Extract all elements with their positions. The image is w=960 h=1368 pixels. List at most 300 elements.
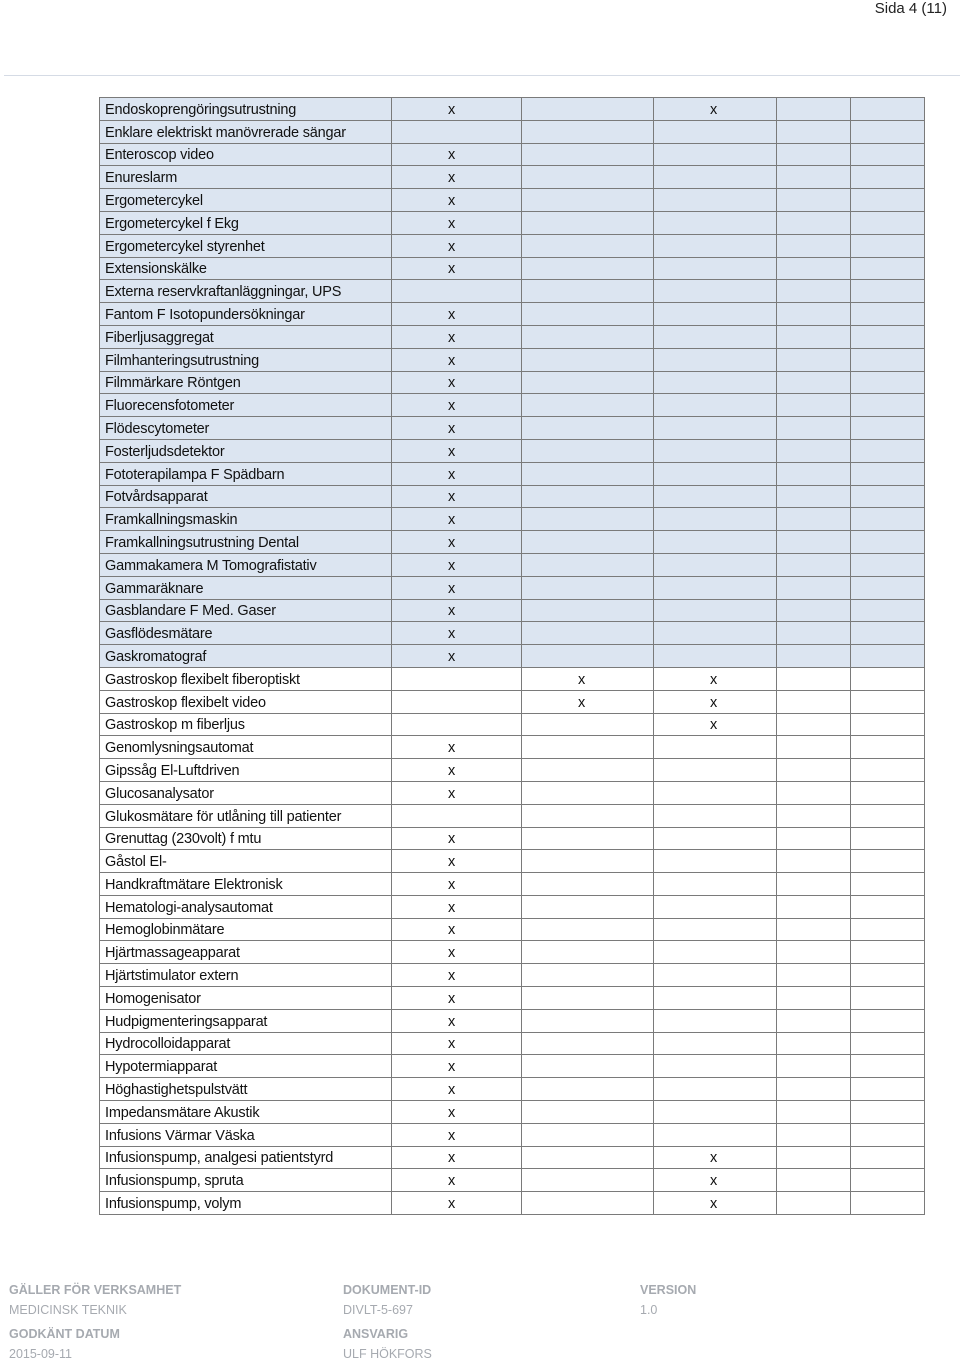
table-row	[100, 211, 925, 234]
equipment-name: Höghastighetspulstvätt	[100, 1078, 392, 1101]
mark-cell-4	[777, 1101, 851, 1124]
mark-cell-4	[777, 553, 851, 576]
mark-cell-2	[522, 759, 654, 782]
equipment-name: Filmmärkare Röntgen	[100, 371, 392, 394]
mark-cell-5	[851, 531, 925, 554]
mark-cell-4	[777, 918, 851, 941]
mark-cell-1: x	[392, 599, 522, 622]
mark-cell-4	[777, 895, 851, 918]
mark-cell-5	[851, 325, 925, 348]
mark-cell-3	[654, 645, 777, 668]
table-row	[100, 987, 925, 1010]
table-row	[100, 599, 925, 622]
mark-cell-1: x	[392, 553, 522, 576]
mark-cell-2	[522, 736, 654, 759]
table-row	[100, 736, 925, 759]
mark-cell-4	[777, 508, 851, 531]
mark-cell-3	[654, 508, 777, 531]
mark-cell-4	[777, 211, 851, 234]
mark-cell-3	[654, 211, 777, 234]
mark-cell-2	[522, 1055, 654, 1078]
mark-cell-5	[851, 1055, 925, 1078]
mark-cell-4	[777, 531, 851, 554]
mark-cell-4	[777, 325, 851, 348]
mark-cell-5	[851, 189, 925, 212]
mark-cell-4	[777, 1055, 851, 1078]
mark-cell-2	[522, 645, 654, 668]
equipment-name: Hjärtmassageapparat	[100, 941, 392, 964]
mark-cell-1: x	[392, 873, 522, 896]
mark-cell-2	[522, 1078, 654, 1101]
table-row	[100, 553, 925, 576]
mark-cell-3	[654, 553, 777, 576]
mark-cell-5	[851, 508, 925, 531]
equipment-name: Hjärtstimulator extern	[100, 964, 392, 987]
mark-cell-2	[522, 462, 654, 485]
mark-cell-2	[522, 895, 654, 918]
mark-cell-2	[522, 713, 654, 736]
equipment-name: Gasflödesmätare	[100, 622, 392, 645]
table-row	[100, 827, 925, 850]
equipment-name: Ergometercykel	[100, 189, 392, 212]
table-row	[100, 1146, 925, 1169]
mark-cell-3: x	[654, 690, 777, 713]
mark-cell-5	[851, 439, 925, 462]
mark-cell-2	[522, 98, 654, 121]
mark-cell-1: x	[392, 576, 522, 599]
equipment-name: Fosterljudsdetektor	[100, 439, 392, 462]
mark-cell-5	[851, 941, 925, 964]
mark-cell-1	[392, 120, 522, 143]
mark-cell-2	[522, 280, 654, 303]
mark-cell-4	[777, 439, 851, 462]
equipment-name: Enteroscop video	[100, 143, 392, 166]
mark-cell-3: x	[654, 98, 777, 121]
table-row	[100, 371, 925, 394]
mark-cell-2	[522, 987, 654, 1010]
mark-cell-1	[392, 690, 522, 713]
table-row	[100, 804, 925, 827]
mark-cell-1: x	[392, 1169, 522, 1192]
mark-cell-3	[654, 804, 777, 827]
mark-cell-3	[654, 257, 777, 280]
mark-cell-1: x	[392, 303, 522, 326]
equipment-name: Gastroskop flexibelt video	[100, 690, 392, 713]
table-row	[100, 485, 925, 508]
mark-cell-2	[522, 234, 654, 257]
mark-cell-5	[851, 781, 925, 804]
mark-cell-3	[654, 120, 777, 143]
mark-cell-2	[522, 827, 654, 850]
table-row	[100, 1078, 925, 1101]
mark-cell-4	[777, 257, 851, 280]
equipment-name: Infusionspump, volym	[100, 1192, 392, 1215]
footer-docid	[343, 1280, 432, 1368]
version-label: VERSION	[640, 1283, 697, 1297]
mark-cell-4	[777, 804, 851, 827]
equipment-name: Homogenisator	[100, 987, 392, 1010]
mark-cell-4	[777, 98, 851, 121]
applies-label: GÄLLER FÖR VERKSAMHET	[9, 1283, 182, 1297]
mark-cell-2	[522, 964, 654, 987]
mark-cell-2	[522, 918, 654, 941]
equipment-name: Fotvårdsapparat	[100, 485, 392, 508]
mark-cell-5	[851, 417, 925, 440]
mark-cell-1: x	[392, 325, 522, 348]
table-row	[100, 690, 925, 713]
mark-cell-4	[777, 1192, 851, 1215]
mark-cell-3	[654, 348, 777, 371]
mark-cell-4	[777, 645, 851, 668]
mark-cell-1: x	[392, 759, 522, 782]
applies-value: MEDICINSK TEKNIK	[9, 1303, 127, 1317]
mark-cell-2	[522, 1101, 654, 1124]
mark-cell-3	[654, 964, 777, 987]
mark-cell-5	[851, 462, 925, 485]
mark-cell-2	[522, 485, 654, 508]
equipment-name: Impedansmätare Akustik	[100, 1101, 392, 1124]
mark-cell-5	[851, 1009, 925, 1032]
mark-cell-4	[777, 143, 851, 166]
mark-cell-3	[654, 622, 777, 645]
docid-value: DIVLT-5-697	[343, 1303, 413, 1317]
mark-cell-5	[851, 576, 925, 599]
mark-cell-3	[654, 895, 777, 918]
equipment-name: Genomlysningsautomat	[100, 736, 392, 759]
mark-cell-3	[654, 280, 777, 303]
table-row	[100, 1009, 925, 1032]
mark-cell-5	[851, 485, 925, 508]
responsible-label: ANSVARIG	[343, 1327, 409, 1341]
mark-cell-4	[777, 1169, 851, 1192]
mark-cell-3: x	[654, 667, 777, 690]
mark-cell-4	[777, 713, 851, 736]
mark-cell-1: x	[392, 439, 522, 462]
mark-cell-1: x	[392, 394, 522, 417]
equipment-name: Fototerapilampa F Spädbarn	[100, 462, 392, 485]
equipment-name: Ergometercykel styrenhet	[100, 234, 392, 257]
mark-cell-3	[654, 873, 777, 896]
equipment-name: Hemoglobinmätare	[100, 918, 392, 941]
mark-cell-2	[522, 189, 654, 212]
mark-cell-3	[654, 439, 777, 462]
table-row	[100, 873, 925, 896]
mark-cell-2	[522, 576, 654, 599]
mark-cell-3	[654, 1032, 777, 1055]
mark-cell-4	[777, 690, 851, 713]
mark-cell-3	[654, 759, 777, 782]
mark-cell-1: x	[392, 508, 522, 531]
mark-cell-4	[777, 622, 851, 645]
mark-cell-2	[522, 211, 654, 234]
mark-cell-2	[522, 348, 654, 371]
equipment-name: Gåstol El-	[100, 850, 392, 873]
mark-cell-1: x	[392, 645, 522, 668]
equipment-name: Infusionspump, spruta	[100, 1169, 392, 1192]
mark-cell-1: x	[392, 348, 522, 371]
mark-cell-2	[522, 257, 654, 280]
mark-cell-2	[522, 303, 654, 326]
equipment-name: Hudpigmenteringsapparat	[100, 1009, 392, 1032]
header-divider	[4, 75, 960, 76]
mark-cell-5	[851, 371, 925, 394]
mark-cell-3	[654, 1123, 777, 1146]
mark-cell-5	[851, 713, 925, 736]
mark-cell-2: x	[522, 690, 654, 713]
mark-cell-4	[777, 303, 851, 326]
equipment-name: Infusions Värmar Väska	[100, 1123, 392, 1146]
table-row	[100, 941, 925, 964]
mark-cell-5	[851, 895, 925, 918]
mark-cell-4	[777, 417, 851, 440]
mark-cell-4	[777, 964, 851, 987]
mark-cell-3	[654, 1101, 777, 1124]
table-row	[100, 166, 925, 189]
mark-cell-5	[851, 1123, 925, 1146]
mark-cell-2	[522, 599, 654, 622]
mark-cell-2	[522, 120, 654, 143]
mark-cell-2	[522, 553, 654, 576]
equipment-name: Enklare elektriskt manövrerade sängar	[100, 120, 392, 143]
mark-cell-3: x	[654, 713, 777, 736]
equipment-name: Grenuttag (230volt) f mtu	[100, 827, 392, 850]
mark-cell-4	[777, 850, 851, 873]
mark-cell-5	[851, 1169, 925, 1192]
equipment-name: Glukosmätare för utlåning till patienter	[100, 804, 392, 827]
table-row	[100, 120, 925, 143]
equipment-table-body	[100, 98, 925, 1215]
mark-cell-2	[522, 850, 654, 873]
equipment-name: Extensionskälke	[100, 257, 392, 280]
version-value: 1.0	[640, 1303, 658, 1317]
mark-cell-1: x	[392, 531, 522, 554]
footer-version	[640, 1280, 696, 1324]
mark-cell-4	[777, 120, 851, 143]
mark-cell-3	[654, 371, 777, 394]
mark-cell-1: x	[392, 941, 522, 964]
mark-cell-3	[654, 143, 777, 166]
mark-cell-4	[777, 781, 851, 804]
table-row	[100, 667, 925, 690]
mark-cell-4	[777, 667, 851, 690]
mark-cell-1: x	[392, 234, 522, 257]
table-row	[100, 189, 925, 212]
table-row	[100, 759, 925, 782]
mark-cell-3	[654, 166, 777, 189]
mark-cell-1: x	[392, 850, 522, 873]
mark-cell-5	[851, 667, 925, 690]
equipment-name: Ergometercykel f Ekg	[100, 211, 392, 234]
mark-cell-4	[777, 576, 851, 599]
mark-cell-2	[522, 1146, 654, 1169]
responsible-value: ULF HÖKFORS	[343, 1347, 432, 1361]
mark-cell-2	[522, 622, 654, 645]
mark-cell-5	[851, 827, 925, 850]
equipment-name: Glucosanalysator	[100, 781, 392, 804]
table-row	[100, 303, 925, 326]
mark-cell-1: x	[392, 211, 522, 234]
table-row	[100, 918, 925, 941]
mark-cell-3	[654, 918, 777, 941]
table-row	[100, 143, 925, 166]
mark-cell-2	[522, 1192, 654, 1215]
mark-cell-1: x	[392, 98, 522, 121]
mark-cell-1: x	[392, 987, 522, 1010]
mark-cell-3	[654, 303, 777, 326]
mark-cell-1: x	[392, 485, 522, 508]
mark-cell-5	[851, 348, 925, 371]
table-row	[100, 394, 925, 417]
mark-cell-3	[654, 781, 777, 804]
equipment-name: Gammaräknare	[100, 576, 392, 599]
mark-cell-5	[851, 394, 925, 417]
mark-cell-5	[851, 303, 925, 326]
mark-cell-5	[851, 804, 925, 827]
mark-cell-3	[654, 462, 777, 485]
mark-cell-5	[851, 257, 925, 280]
mark-cell-3	[654, 485, 777, 508]
mark-cell-5	[851, 690, 925, 713]
mark-cell-1: x	[392, 622, 522, 645]
mark-cell-3	[654, 1078, 777, 1101]
mark-cell-2	[522, 1123, 654, 1146]
table-row	[100, 417, 925, 440]
table-row	[100, 348, 925, 371]
table-row	[100, 1055, 925, 1078]
equipment-name: Gasblandare F Med. Gaser	[100, 599, 392, 622]
table-row	[100, 895, 925, 918]
mark-cell-3	[654, 189, 777, 212]
equipment-name: Fantom F Isotopundersökningar	[100, 303, 392, 326]
mark-cell-1: x	[392, 736, 522, 759]
mark-cell-1: x	[392, 417, 522, 440]
mark-cell-4	[777, 189, 851, 212]
table-row	[100, 462, 925, 485]
table-row	[100, 280, 925, 303]
mark-cell-2	[522, 873, 654, 896]
equipment-name: Gaskromatograf	[100, 645, 392, 668]
mark-cell-1: x	[392, 1078, 522, 1101]
mark-cell-2	[522, 325, 654, 348]
equipment-name: Hematologi-analysautomat	[100, 895, 392, 918]
mark-cell-2	[522, 1169, 654, 1192]
table-row	[100, 622, 925, 645]
mark-cell-3: x	[654, 1169, 777, 1192]
mark-cell-5	[851, 873, 925, 896]
equipment-name: Filmhanteringsutrustning	[100, 348, 392, 371]
mark-cell-5	[851, 1078, 925, 1101]
mark-cell-3	[654, 1055, 777, 1078]
mark-cell-2: x	[522, 667, 654, 690]
mark-cell-3	[654, 941, 777, 964]
equipment-name: Framkallningsmaskin	[100, 508, 392, 531]
mark-cell-5	[851, 622, 925, 645]
approved-value: 2015-09-11	[9, 1347, 73, 1361]
mark-cell-2	[522, 1009, 654, 1032]
mark-cell-5	[851, 850, 925, 873]
mark-cell-1: x	[392, 781, 522, 804]
mark-cell-5	[851, 1192, 925, 1215]
mark-cell-3	[654, 827, 777, 850]
mark-cell-5	[851, 280, 925, 303]
equipment-name: Framkallningsutrustning Dental	[100, 531, 392, 554]
mark-cell-5	[851, 234, 925, 257]
mark-cell-5	[851, 736, 925, 759]
mark-cell-4	[777, 873, 851, 896]
mark-cell-4	[777, 987, 851, 1010]
table-row	[100, 781, 925, 804]
equipment-name: Endoskoprengöringsutrustning	[100, 98, 392, 121]
mark-cell-4	[777, 1032, 851, 1055]
mark-cell-2	[522, 941, 654, 964]
mark-cell-4	[777, 1146, 851, 1169]
mark-cell-3	[654, 599, 777, 622]
mark-cell-5	[851, 553, 925, 576]
mark-cell-4	[777, 1123, 851, 1146]
mark-cell-2	[522, 1032, 654, 1055]
mark-cell-3	[654, 417, 777, 440]
mark-cell-3	[654, 531, 777, 554]
mark-cell-1: x	[392, 1009, 522, 1032]
mark-cell-4	[777, 394, 851, 417]
equipment-name: Infusionspump, analgesi patientstyrd	[100, 1146, 392, 1169]
equipment-name: Gastroskop flexibelt fiberoptiskt	[100, 667, 392, 690]
mark-cell-4	[777, 166, 851, 189]
mark-cell-4	[777, 1009, 851, 1032]
equipment-name: Flödescytometer	[100, 417, 392, 440]
mark-cell-1: x	[392, 964, 522, 987]
mark-cell-1: x	[392, 257, 522, 280]
table-row	[100, 508, 925, 531]
mark-cell-2	[522, 166, 654, 189]
mark-cell-1: x	[392, 1101, 522, 1124]
page-number: Sida 4 (11)	[874, 0, 947, 17]
mark-cell-5	[851, 599, 925, 622]
mark-cell-5	[851, 645, 925, 668]
table-row	[100, 234, 925, 257]
mark-cell-5	[851, 143, 925, 166]
table-row	[100, 713, 925, 736]
mark-cell-1: x	[392, 371, 522, 394]
equipment-name: Fiberljusaggregat	[100, 325, 392, 348]
mark-cell-3	[654, 1009, 777, 1032]
mark-cell-1: x	[392, 895, 522, 918]
mark-cell-1	[392, 667, 522, 690]
mark-cell-3	[654, 850, 777, 873]
mark-cell-1: x	[392, 462, 522, 485]
mark-cell-5	[851, 759, 925, 782]
mark-cell-4	[777, 827, 851, 850]
mark-cell-1: x	[392, 1146, 522, 1169]
mark-cell-1: x	[392, 1192, 522, 1215]
approved-label: GODKÄNT DATUM	[9, 1327, 120, 1341]
table-row	[100, 1101, 925, 1124]
table-row	[100, 1123, 925, 1146]
mark-cell-1: x	[392, 1055, 522, 1078]
mark-cell-5	[851, 211, 925, 234]
mark-cell-1: x	[392, 166, 522, 189]
table-row	[100, 325, 925, 348]
table-row	[100, 439, 925, 462]
equipment-table	[99, 97, 925, 1215]
mark-cell-1: x	[392, 1123, 522, 1146]
mark-cell-5	[851, 166, 925, 189]
equipment-name: Gammakamera M Tomografistativ	[100, 553, 392, 576]
table-row	[100, 645, 925, 668]
mark-cell-3	[654, 736, 777, 759]
mark-cell-1: x	[392, 143, 522, 166]
mark-cell-5	[851, 120, 925, 143]
